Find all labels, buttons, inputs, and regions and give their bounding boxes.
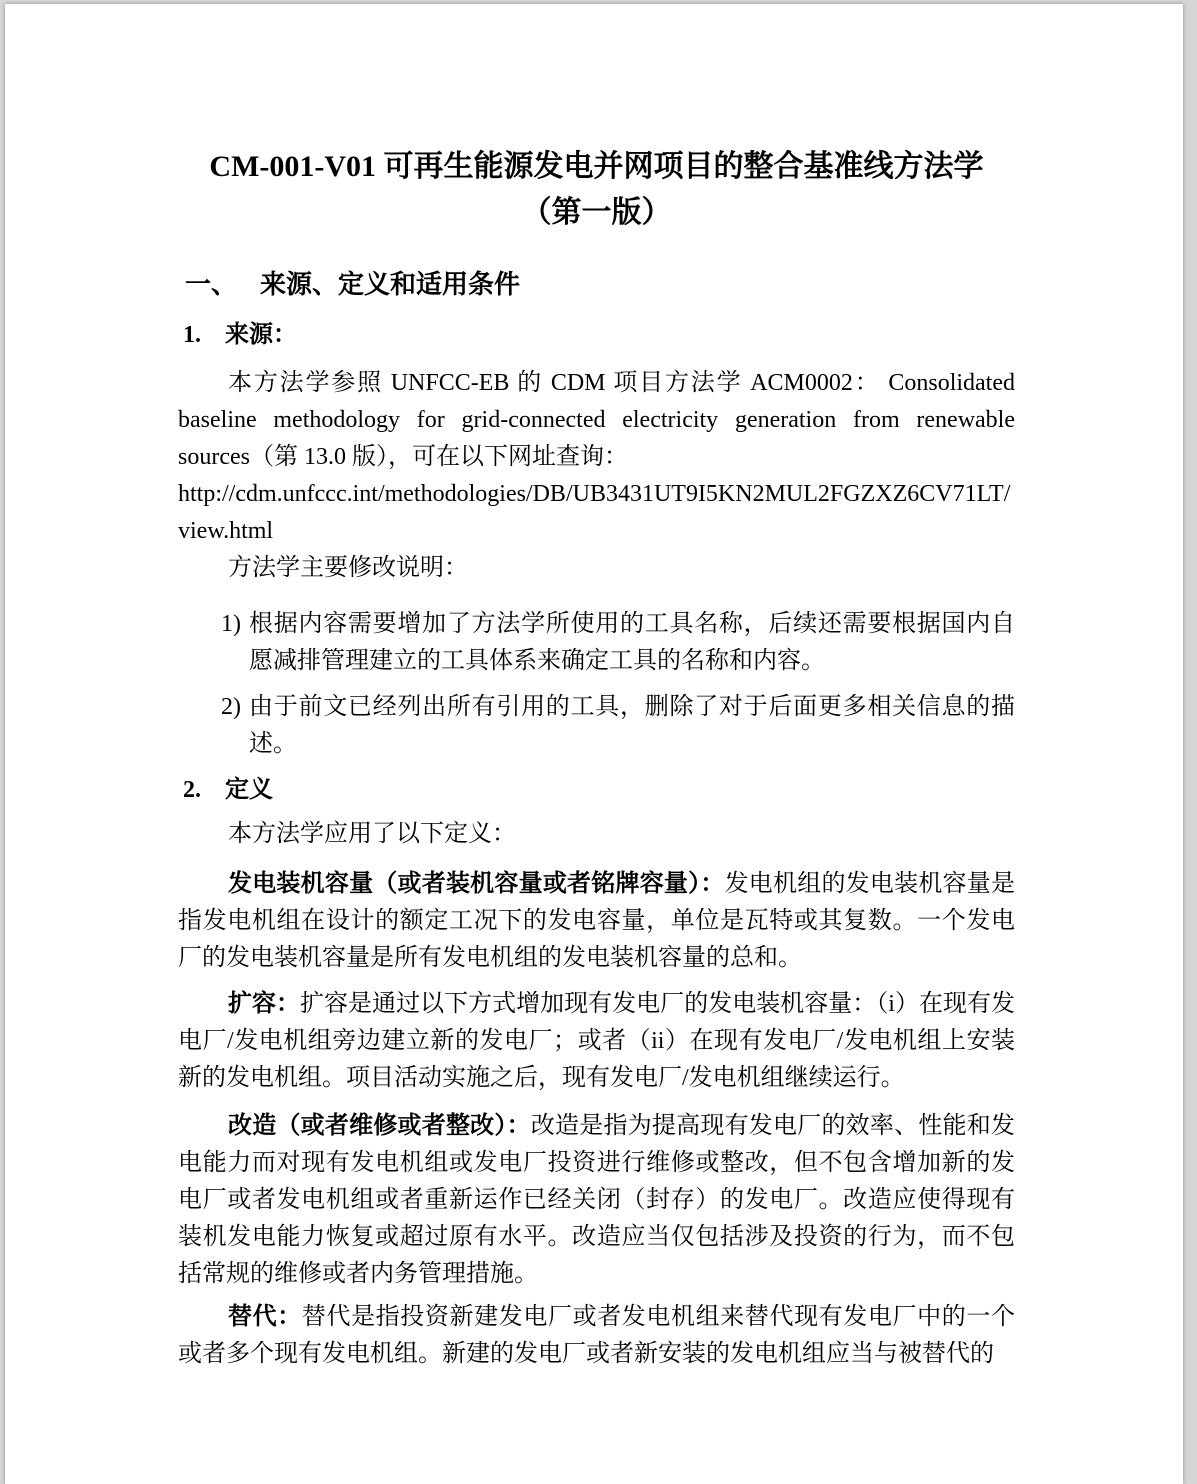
source-intro-paragraph: 本方法学参照 UNFCC-EB 的 CDM 项目方法学 ACM0002： Consolidated baseline methodology for grid-connected electricity generation from renewable sources（第 13.0 版），可在以下网址查询： (178, 370, 1015, 470)
definition-paragraph-retrofit (178, 1108, 1015, 1293)
definition-term-capacity-expansion: 扩容： (228, 991, 301, 1017)
definition-text-replacement: 替代是指投资新建发电厂或者发电机组来替代现有发电厂中的一个或者多个现有发电机组。新建的发电厂或者新安装的发电机组应当与被替代的 (178, 1304, 1016, 1367)
methodology-url: http://cdm.unfccc.int/methodologies/DB/UB3431UT9I5KN2MUL2FGZXZ6CV71LT/view.html (178, 481, 1011, 544)
change-item-2-marker: 2) (221, 694, 241, 720)
change-item-2 (221, 689, 1015, 763)
source-heading-label: 来源： (225, 322, 297, 348)
section-number: 一、 (185, 270, 238, 299)
definition-text-installed-capacity: 发电机组的发电装机容量是指发电机组在设计的额定工况下的发电容量，单位是瓦特或其复数。一个发电厂的发电装机容量是所有发电机组的发电装机容量的总和。 (178, 871, 1015, 971)
document-title-line1: CM-001-V01 可再生能源发电并网项目的整合基准线方法学 (209, 150, 984, 183)
definitions-heading-label: 定义 (225, 777, 273, 803)
document-content (178, 4, 1015, 1373)
change-list (178, 606, 1015, 763)
definition-text-retrofit: 改造是指为提高现有发电厂的效率、性能和发电能力而对现有发电机组或发电厂投资进行维修或整改，但不包含增加新的发电厂或者发电机组或者重新运作已经关闭（封存）的发电厂。改造应使得现有装机发电能力恢复或超过原有水平。改造应当仅包括涉及投资的行为，而不包括常规的维修或者内务管理措施。 (178, 1113, 1015, 1287)
revision-note: 方法学主要修改说明： (228, 555, 468, 581)
source-heading (183, 319, 1015, 351)
definition-paragraph-capacity-expansion (178, 986, 1015, 1097)
change-item-1 (221, 606, 1015, 680)
definition-text-capacity-expansion: 扩容是通过以下方式增加现有发电厂的发电装机容量：（i）在现有发电厂/发电机组旁边建立新的发电厂；或者（ii）在现有发电厂/发电机组上安装新的发电机组。项目活动实施之后，现有发电厂/发电机组继续运行。 (178, 991, 1015, 1091)
change-item-2-text: 由于前文已经列出所有引用的工具，删除了对于后面更多相关信息的描述。 (249, 694, 1015, 757)
definitions-heading (183, 774, 1015, 806)
document-title-line2: （第一版） (521, 196, 672, 229)
section-title: 来源、定义和适用条件 (260, 270, 521, 299)
change-item-1-marker: 1) (221, 611, 241, 637)
definition-term-installed-capacity: 发电装机容量（或者装机容量或者铭牌容量）： (228, 871, 725, 897)
document-title (178, 144, 1015, 236)
definition-term-replacement: 替代： (228, 1304, 302, 1330)
source-number: 1. (183, 322, 201, 348)
definition-term-retrofit: 改造（或者维修或者整改）： (228, 1113, 531, 1139)
document-page (5, 4, 1183, 1484)
definitions-number: 2. (183, 777, 201, 803)
definitions-intro: 本方法学应用了以下定义： (228, 821, 516, 847)
change-item-1-text: 根据内容需要增加了方法学所使用的工具名称，后续还需要根据国内自愿减排管理建立的工具体系来确定工具的名称和内容。 (249, 611, 1015, 674)
section-heading (185, 268, 1015, 302)
definition-paragraph-installed-capacity (178, 866, 1015, 977)
definition-paragraph-replacement (178, 1299, 1015, 1373)
